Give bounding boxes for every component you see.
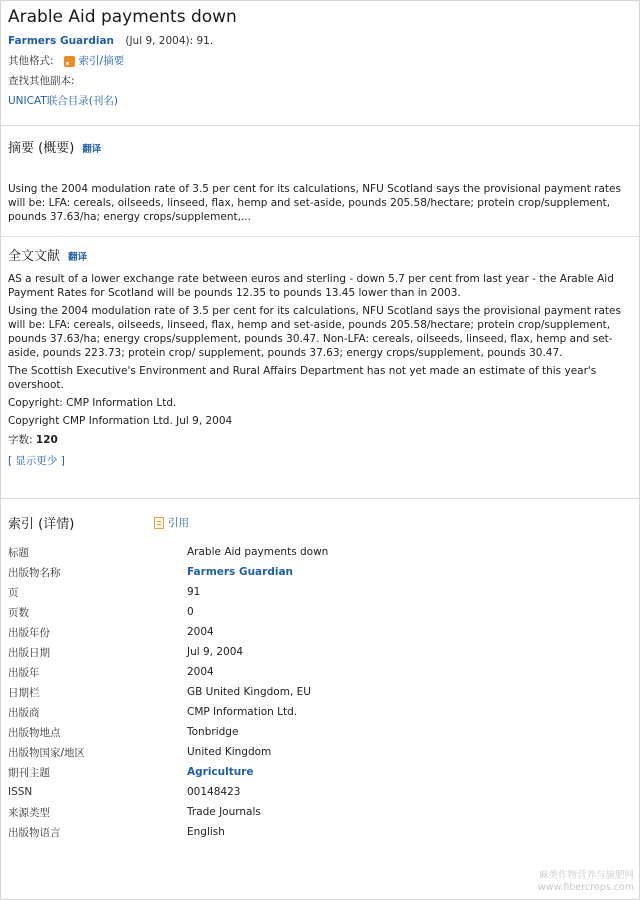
publication-link[interactable]: Farmers Guardian [8, 35, 114, 47]
index-value: Trade Journals [187, 806, 261, 818]
abstract-title: 摘要 (概要) [8, 141, 75, 156]
site-watermark [538, 870, 634, 894]
fulltext-translate-link[interactable]: 翻译 [68, 252, 88, 263]
index-key: 期刊主题 [8, 766, 50, 779]
publication-title-link[interactable]: Farmers Guardian [187, 566, 293, 578]
index-key: 出版物名称 [8, 566, 61, 579]
citation-details: (Jul 9, 2004): 91. [125, 35, 214, 47]
index-key: 来源类型 [8, 806, 50, 819]
index-value: English [187, 826, 225, 838]
cite-link[interactable]: 引用 [168, 517, 189, 529]
index-value: 2004 [187, 666, 214, 678]
find-copies-label: 查找其他副本: [8, 75, 75, 87]
index-value: CMP Information Ltd. [187, 706, 298, 718]
show-less-link[interactable]: [ 显示更少 ] [8, 455, 65, 467]
index-key: 出版物语言 [8, 826, 61, 839]
index-key: 标题 [8, 546, 29, 559]
index-key: 出版日期 [8, 646, 50, 659]
fulltext-paragraph: AS a result of a lower exchange rate between euros and sterling - down 5.7 per cent from last year - the Arable Aid Payment Rates for Scotland will be pounds 12.35 to pounds 13.45 lower than in 2003. [8, 273, 614, 299]
index-key: 日期栏 [8, 686, 40, 699]
abstract-text: Using the 2004 modulation rate of 3.5 per cent for its calculations, NFU Scotland says the provisional payment rates will be: LFA: cereals, oilseeds, linseed, flax, hemp and set-aside, pounds 205.58/hectare; protein crop/supplement, pounds 37.63/ha; energy crops/supplement,... [8, 183, 621, 223]
index-value: Jul 9, 2004 [187, 646, 244, 658]
index-value: 2004 [187, 626, 214, 638]
fulltext-paragraph: Copyright: CMP Information Ltd. [8, 397, 177, 409]
index-value: 00148423 [187, 786, 241, 798]
document-title: Arable Aid payments down [8, 7, 237, 27]
index-title: 索引 (详情) [8, 517, 75, 532]
index-value: GB United Kingdom, EU [187, 686, 311, 698]
fulltext-paragraph: Copyright CMP Information Ltd. Jul 9, 2004 [8, 415, 233, 427]
word-count-value: 120 [35, 434, 58, 446]
subject-link[interactable]: Agriculture [187, 766, 254, 778]
index-key: 页数 [8, 606, 29, 619]
index-value: 91 [187, 586, 201, 598]
index-key: 页 [8, 586, 19, 599]
fulltext-title: 全文文献 [8, 249, 61, 264]
index-value: Tonbridge [187, 726, 239, 738]
watermark-line: 麻类作物营养与施肥网 [538, 870, 634, 881]
index-key: 出版年 [8, 666, 40, 679]
index-key: 出版物国家/地区 [8, 746, 86, 759]
cite-icon[interactable] [154, 517, 164, 529]
index-value: United Kingdom [187, 746, 272, 758]
index-abstract-link[interactable]: 索引/摘要 [78, 55, 125, 67]
other-formats-label: 其他格式: [8, 55, 54, 67]
index-value: 0 [187, 606, 194, 618]
index-key: 出版年份 [8, 626, 50, 639]
index-key: 出版物地点 [8, 726, 61, 739]
unicat-link[interactable]: UNICAT联合目录(刊名) [8, 95, 118, 107]
index-key: ISSN [8, 786, 33, 798]
abstract-translate-link[interactable]: 翻译 [82, 144, 102, 155]
abstract-format-icon[interactable] [64, 56, 75, 67]
word-count-label: 字数: [8, 434, 33, 446]
index-value: Arable Aid payments down [187, 546, 329, 558]
fulltext-paragraph: Using the 2004 modulation rate of 3.5 per cent for its calculations, NFU Scotland says the provisional payment rates will be: LFA: cereals, oilseeds, linseed, flax, hemp and set-aside, pounds 205.58/hectare; protein crop/supplement, pounds 37.63/ha; energy crops/supplement, pounds 30.47. Non-LFA: cereals, oilseeds, linseed, flax, hemp and set-aside, pounds 223.73; protein crop/ supplement, pounds 37.63; energy crops/supplement, pounds 30.47. [8, 305, 621, 359]
index-key: 出版商 [8, 706, 40, 719]
watermark-line: www.fibercrops.com [537, 882, 634, 893]
fulltext-paragraph: The Scottish Executive's Environment and Rural Affairs Department has not yet made an estimate of this year's overshoot. [8, 365, 597, 391]
